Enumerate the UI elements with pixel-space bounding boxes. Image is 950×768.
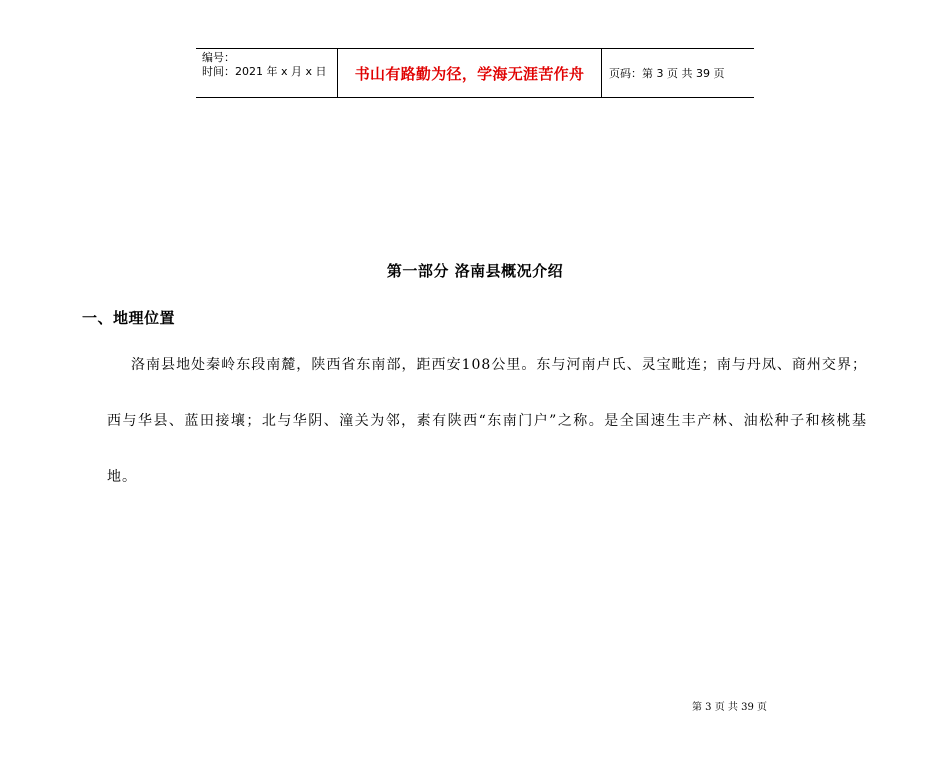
header-page-info: 页码：第 3 页 共 39 页	[609, 67, 725, 80]
page-footer: 第 3 页 共 39 页	[692, 702, 767, 713]
section-heading: 一、地理位置	[82, 309, 176, 327]
page-header	[196, 48, 754, 98]
header-motto: 书山有路勤为径，学海无涯苦作舟	[337, 49, 602, 97]
page-title: 第一部分 洛南县概况介绍	[386, 262, 564, 280]
date-text: 时间：2021 年 x 月 x 日	[202, 65, 327, 78]
body-paragraph: 洛南县地处秦岭东段南麓，陕西省东南部，距西安108公里。东与河南卢氏、灵宝毗连；南与丹凤、商州交界；西与华县、蓝田接壤；北与华阴、潼关为邻，素有陕西“东南门户”之称。是全国速生丰产林、油松种子和核桃基地。	[107, 357, 867, 485]
number-label: 编号：	[202, 51, 235, 64]
header-meta	[196, 49, 337, 97]
